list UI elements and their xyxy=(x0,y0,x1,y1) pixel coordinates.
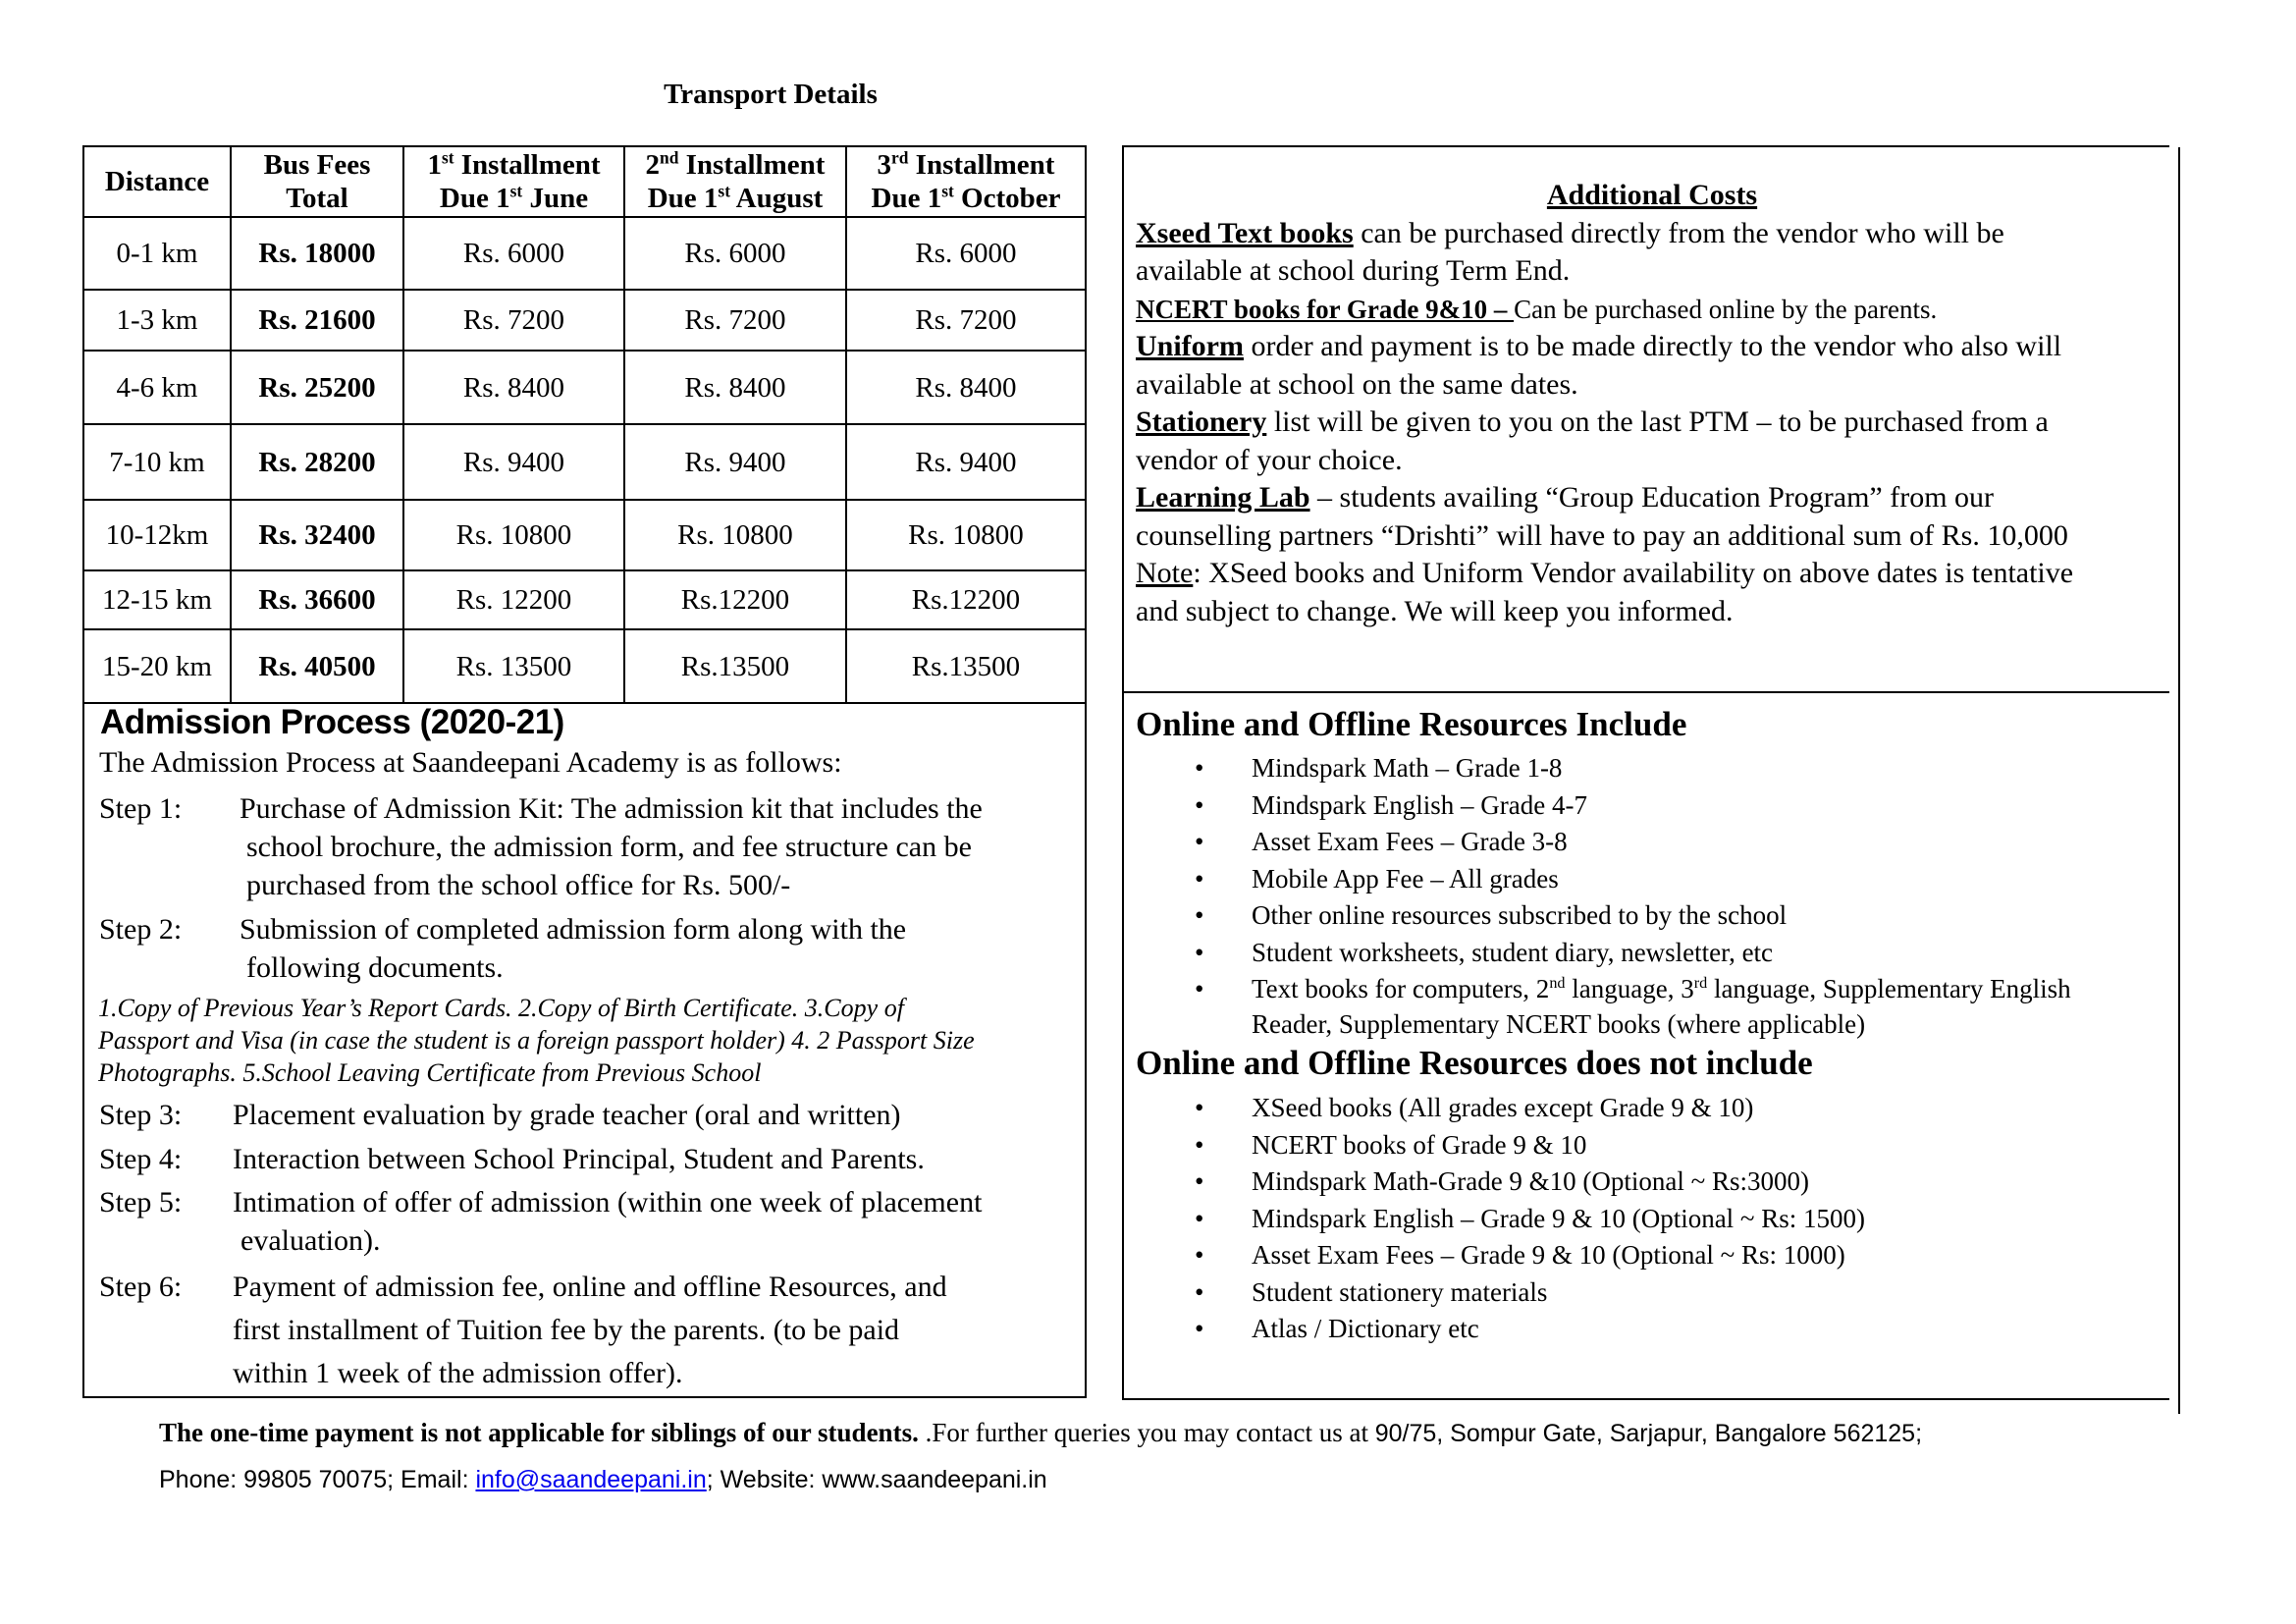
list-item-text: Other online resources subscribed to by the school xyxy=(1252,900,1788,930)
list-item-text: Asset Exam Fees – Grade 3-8 xyxy=(1252,827,1568,856)
cell-installment-1: Rs. 12200 xyxy=(403,570,624,629)
list-item-text: Student worksheets, student diary, newsletter, etc xyxy=(1252,937,1774,967)
step-line: within 1 week of the admission offer). xyxy=(233,1357,683,1389)
cell-total: Rs. 21600 xyxy=(231,290,403,351)
admission-process-title: Admission Process (2020-21) xyxy=(100,703,564,741)
bullet-icon: • xyxy=(1195,1276,1204,1307)
admission-intro: The Admission Process at Saandeepani Academy is as follows: xyxy=(99,746,842,779)
cell-installment-2: Rs. 8400 xyxy=(624,351,846,424)
list-item-text: Asset Exam Fees – Grade 9 & 10 (Optional ~ Rs: 1000) xyxy=(1252,1240,1845,1270)
cell-installment-3: Rs. 10800 xyxy=(846,500,1086,570)
step-text xyxy=(233,1096,1180,1134)
table-row xyxy=(83,629,1086,703)
header-distance: Distance xyxy=(83,146,231,217)
list-item-text: Mindspark Math-Grade 9 &10 (Optional ~ Rs:3000) xyxy=(1252,1166,1810,1196)
cell-total: Rs. 36600 xyxy=(231,570,403,629)
step-line: Placement evaluation by grade teacher (oral and written) xyxy=(233,1099,901,1131)
cell-installment-3: Rs.12200 xyxy=(846,570,1086,629)
cell-distance: 15-20 km xyxy=(83,629,231,703)
bullet-icon: • xyxy=(1195,1240,1204,1270)
xseed-text: can be purchased directly from the vendor who will be xyxy=(1353,216,2004,249)
cell-installment-1: Rs. 9400 xyxy=(403,424,624,500)
header-text: October xyxy=(953,183,1061,214)
sibling-note: The one-time payment is not applicable for siblings of our students. xyxy=(159,1418,919,1447)
step-text xyxy=(233,1183,1180,1260)
note-text: : XSeed books and Uniform Vendor availability on above dates is tentative xyxy=(1193,557,2074,589)
step-line: following documents. xyxy=(246,951,504,984)
header-text: 3 xyxy=(877,149,892,181)
header-bus-fees-total xyxy=(231,146,403,217)
bullet-icon: • xyxy=(1195,863,1204,893)
cell-distance: 10-12km xyxy=(83,500,231,570)
header-text: August xyxy=(729,183,824,214)
bullet-icon: • xyxy=(1195,974,1204,1003)
resources-exclude-title: Online and Offline Resources does not include xyxy=(1136,1044,1813,1082)
list-item-text xyxy=(1252,974,2071,1039)
resources-include-title: Online and Offline Resources Include xyxy=(1136,705,1687,743)
text-part: Reader, Supplementary NCERT books (where applicable) xyxy=(1252,1009,1866,1039)
bullet-icon: • xyxy=(1195,789,1204,820)
note-label: Note xyxy=(1136,557,1194,589)
stationery-line xyxy=(1136,404,2196,442)
header-text: 1 xyxy=(427,149,442,181)
header-text: 2 xyxy=(645,149,661,181)
email-link[interactable]: info@saandeepani.in xyxy=(475,1466,707,1493)
list-item xyxy=(1136,897,2176,935)
header-sup: st xyxy=(941,181,954,201)
list-item xyxy=(1136,1201,2176,1238)
phone-text: Phone: 99805 70075; Email: xyxy=(159,1466,476,1493)
step-label: Step 2: xyxy=(99,913,183,946)
bullet-icon: • xyxy=(1195,900,1204,930)
list-item-text: Mobile App Fee – All grades xyxy=(1252,863,1559,893)
bullet-icon: • xyxy=(1195,1166,1204,1196)
learning-lab-text: – students availing “Group Education Program” from our xyxy=(1309,481,1995,514)
step-line: Interaction between School Principal, Student and Parents. xyxy=(233,1143,925,1175)
list-item xyxy=(1136,1237,2176,1274)
cell-installment-2: Rs. 7200 xyxy=(624,290,846,351)
bullet-icon: • xyxy=(1195,1129,1204,1160)
list-item xyxy=(1136,1164,2176,1201)
stationery-text-cont: vendor of your choice. xyxy=(1136,443,1403,476)
cell-total: Rs. 40500 xyxy=(231,629,403,703)
xseed-line xyxy=(1136,215,2196,253)
list-item-text: XSeed books (All grades except Grade 9 & 10) xyxy=(1252,1093,1754,1122)
step-line: Submission of completed admission form along with the xyxy=(240,913,907,946)
cell-total: Rs. 28200 xyxy=(231,424,403,500)
resources-include-list xyxy=(1136,750,2176,1042)
step-line: first installment of Tuition fee by the parents. (to be paid xyxy=(233,1314,900,1346)
transport-details-title: Transport Details xyxy=(664,79,878,110)
cell-installment-3: Rs. 8400 xyxy=(846,351,1086,424)
footer-contact xyxy=(159,1466,1047,1494)
header-sup: st xyxy=(718,181,730,201)
cell-installment-1: Rs. 7200 xyxy=(403,290,624,351)
stationery-text: list will be given to you on the last PTM – to be purchased from a xyxy=(1266,406,2049,438)
step-line: Payment of admission fee, online and offline Resources, and xyxy=(233,1271,947,1303)
header-sup: rd xyxy=(891,147,909,168)
header-sup: st xyxy=(509,181,523,201)
uniform-label: Uniform xyxy=(1136,330,1244,362)
list-item-text: Atlas / Dictionary etc xyxy=(1252,1314,1479,1343)
list-item xyxy=(1136,750,2176,787)
list-item xyxy=(1136,971,2176,1042)
list-item xyxy=(1136,861,2176,898)
header-text: Due 1 xyxy=(439,183,510,214)
header-text: Due 1 xyxy=(647,183,719,214)
learning-lab-label: Learning Lab xyxy=(1136,481,1310,514)
header-installment-1 xyxy=(403,146,624,217)
list-item xyxy=(1136,824,2176,861)
website-text: ; Website: www.saandeepani.in xyxy=(706,1466,1047,1493)
uniform-line xyxy=(1136,328,2196,366)
bullet-icon: • xyxy=(1195,937,1204,967)
xseed-text-cont: available at school during Term End. xyxy=(1136,254,1571,287)
step-text xyxy=(233,1140,1180,1178)
header-text: Total xyxy=(286,183,348,214)
text-sup: nd xyxy=(1549,974,1566,992)
ncert-line xyxy=(1136,291,2196,329)
header-text: June xyxy=(522,183,589,214)
cell-distance: 0-1 km xyxy=(83,217,231,290)
cell-distance: 4-6 km xyxy=(83,351,231,424)
cell-installment-3: Rs. 6000 xyxy=(846,217,1086,290)
step-label: Step 1: xyxy=(99,792,183,825)
list-item xyxy=(1136,1127,2176,1164)
list-item xyxy=(1136,1311,2176,1348)
cell-installment-2: Rs.13500 xyxy=(624,629,846,703)
note-line xyxy=(1136,555,2196,593)
uniform-text-cont: available at school on the same dates. xyxy=(1136,367,1578,401)
cell-distance: 1-3 km xyxy=(83,290,231,351)
table-header-row xyxy=(83,146,1086,217)
step-label: Step 6: xyxy=(99,1271,183,1303)
step-text xyxy=(240,910,1187,987)
learning-lab-line xyxy=(1136,479,2196,517)
step-label: Step 5: xyxy=(99,1186,183,1218)
table-row xyxy=(83,290,1086,351)
step-line: Purchase of Admission Kit: The admission kit that includes the xyxy=(240,792,983,825)
cell-total: Rs. 18000 xyxy=(231,217,403,290)
list-item-text: Mindspark English – Grade 4-7 xyxy=(1252,789,1587,820)
cell-installment-2: Rs. 9400 xyxy=(624,424,846,500)
step-line: purchased from the school office for Rs. 500/- xyxy=(246,869,791,901)
transport-fee-table xyxy=(82,145,1087,704)
text-part: language, 3 xyxy=(1565,974,1694,1003)
text-part: language, Supplementary English xyxy=(1707,974,2071,1003)
step-line: school brochure, the admission form, and fee structure can be xyxy=(246,831,972,863)
cell-total: Rs. 25200 xyxy=(231,351,403,424)
table-row xyxy=(83,570,1086,629)
cell-installment-2: Rs.12200 xyxy=(624,570,846,629)
list-item xyxy=(1136,935,2176,972)
footer-note xyxy=(159,1418,1922,1448)
step-line: evaluation). xyxy=(240,1224,381,1257)
cell-installment-3: Rs.13500 xyxy=(846,629,1086,703)
bullet-icon: • xyxy=(1195,1203,1204,1233)
bullet-icon: • xyxy=(1195,753,1204,783)
table-row xyxy=(83,424,1086,500)
list-item-text: NCERT books of Grade 9 & 10 xyxy=(1252,1129,1587,1160)
bullet-icon: • xyxy=(1195,1093,1204,1122)
step-line: Intimation of offer of admission (within one week of placement xyxy=(233,1186,983,1218)
step-label: Step 3: xyxy=(99,1099,183,1131)
panel-divider xyxy=(1122,691,2169,693)
additional-costs-section xyxy=(1136,177,2196,668)
table-row xyxy=(83,351,1086,424)
cell-distance: 7-10 km xyxy=(83,424,231,500)
list-item-text: Student stationery materials xyxy=(1252,1276,1548,1307)
cell-installment-1: Rs. 8400 xyxy=(403,351,624,424)
header-installment-3 xyxy=(846,146,1086,217)
cell-installment-1: Rs. 10800 xyxy=(403,500,624,570)
header-text: Installment xyxy=(454,149,601,181)
header-installment-2 xyxy=(624,146,846,217)
learning-lab-text-cont: counselling partners “Drishti” will have to pay an additional sum of Rs. 10,000 xyxy=(1136,518,2068,552)
resources-exclude-list xyxy=(1136,1090,2176,1348)
header-sup: st xyxy=(441,147,454,168)
queries-text: .For further queries you may contact us at xyxy=(918,1418,1375,1447)
xseed-label: Xseed Text books xyxy=(1136,216,1354,249)
address-text: 90/75, Sompur Gate, Sarjapur, Bangalore 562125; xyxy=(1374,1420,1923,1447)
document-line: Photographs. 5.School Leaving Certificate from Previous School xyxy=(98,1058,762,1087)
cell-installment-3: Rs. 7200 xyxy=(846,290,1086,351)
stationery-label: Stationery xyxy=(1136,406,1267,438)
header-text: Installment xyxy=(678,149,826,181)
table-row xyxy=(83,217,1086,290)
ncert-label: NCERT books for Grade 9&10 – xyxy=(1136,294,1515,324)
list-item xyxy=(1136,1090,2176,1127)
document-line: Passport and Visa (in case the student is a foreign passport holder) 4. 2 Passport Size xyxy=(98,1026,975,1055)
text-part: Text books for computers, 2 xyxy=(1252,974,1550,1003)
additional-costs-title: Additional Costs xyxy=(1546,179,1758,211)
list-item-text: Mindspark Math – Grade 1-8 xyxy=(1252,753,1563,783)
table-row xyxy=(83,500,1086,570)
list-item xyxy=(1136,1274,2176,1312)
header-text: Bus Fees xyxy=(263,149,371,181)
cell-installment-2: Rs. 10800 xyxy=(624,500,846,570)
cell-total: Rs. 32400 xyxy=(231,500,403,570)
document-line: 1.Copy of Previous Year’s Report Cards. 2.Copy of Birth Certificate. 3.Copy of xyxy=(98,994,904,1022)
step-label: Step 4: xyxy=(99,1143,183,1175)
uniform-text: order and payment is to be made directly to the vendor who also will xyxy=(1243,330,2062,362)
cell-distance: 12-15 km xyxy=(83,570,231,629)
cell-installment-3: Rs. 9400 xyxy=(846,424,1086,500)
list-item-text: Mindspark English – Grade 9 & 10 (Optional ~ Rs: 1500) xyxy=(1252,1203,1866,1233)
header-text: Due 1 xyxy=(871,183,942,214)
cell-installment-1: Rs. 13500 xyxy=(403,629,624,703)
ncert-text: Can be purchased online by the parents. xyxy=(1514,294,1938,324)
text-sup: rd xyxy=(1693,974,1708,992)
bullet-icon: • xyxy=(1195,827,1204,856)
cell-installment-1: Rs. 6000 xyxy=(403,217,624,290)
header-sup: nd xyxy=(660,147,679,168)
step-text xyxy=(240,789,1187,904)
bullet-icon: • xyxy=(1195,1314,1204,1343)
required-documents-list xyxy=(98,992,1080,1089)
note-text-cont: and subject to change. We will keep you informed. xyxy=(1136,594,1734,627)
header-text: Installment xyxy=(908,149,1055,181)
cell-installment-2: Rs. 6000 xyxy=(624,217,846,290)
step-text xyxy=(233,1266,1180,1395)
list-item xyxy=(1136,787,2176,825)
